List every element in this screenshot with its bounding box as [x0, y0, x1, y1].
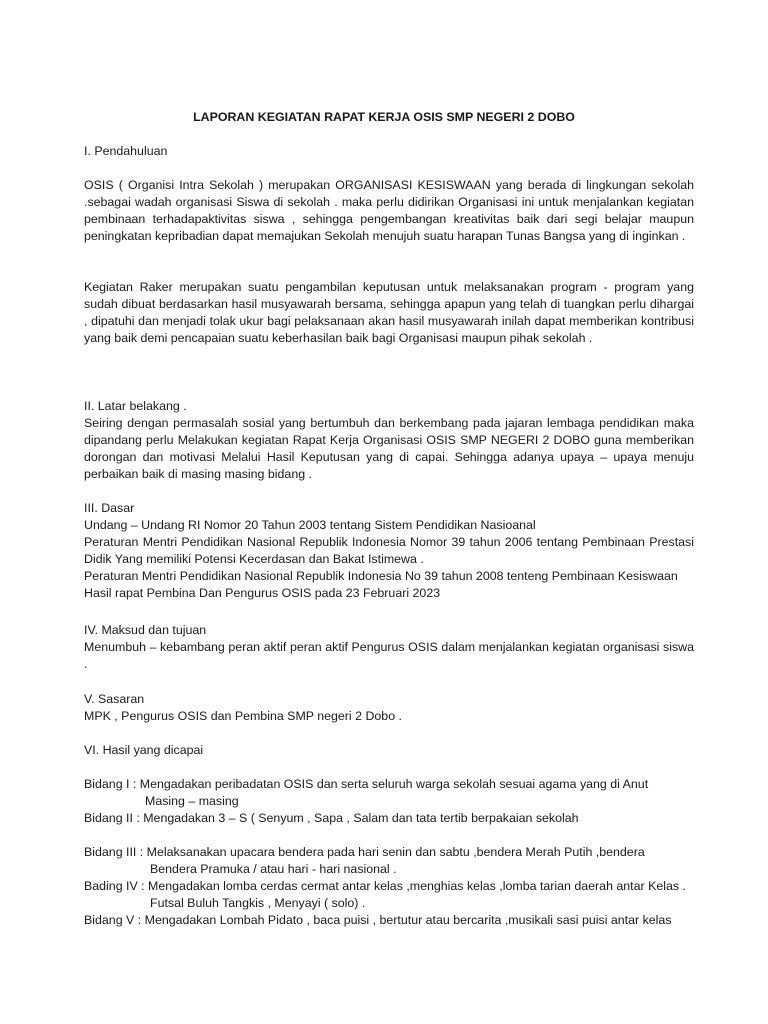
- dasar-list: [84, 517, 694, 602]
- bidang-5: [84, 912, 694, 929]
- bidang-line-continued: Futsal Buluh Tangkis , Menyayi ( solo) .: [150, 896, 366, 910]
- bidang-line: Bidang I : Mengadakan peribadatan OSIS dan serta seluruh warga sekolah sesuai agama yang di Anut: [84, 777, 649, 791]
- heading-latar-belakang: II. Latar belakang .: [84, 399, 187, 413]
- heading-hasil: VI. Hasil yang dicapai: [84, 743, 204, 757]
- paragraph-text: Seiring dengan permasalah sosial yang bertumbuh dan berkembang pada jajaran lembaga pendidikan maka dipandang perlu Melakukan kegiatan Rapat Kerja Organisasi OSIS SMP NEGERI 2 DOBO guna memberikan dorongan dan motivasi Melalui Hasil Keputusan yang di capai. Sehingga adanya upaya – upaya menuju perbaikan baik di masing masing bidang .: [84, 416, 694, 481]
- paragraph-text: OSIS ( Organisi Intra Sekolah ) merupakan ORGANISASI KESISWAAN yang berada di lingkungan sekolah .sebagai wadah organisasi Siswa di sekolah . maka perlu didirikan Organisasi ini untuk menjalankan kegiatan pembinaan terhadapaktivitas siswa , sehingga pengembangan kreativitas baik dari segi belajar maupun peningkatan kepribadian dapat memajukan Sekolah menujuh suatu harapan Tunas Bangsa yang di inginkan .: [84, 178, 694, 243]
- heading-maksud-tujuan: IV. Maksud dan tujuan: [84, 623, 207, 637]
- heading-dasar: III. Dasar: [84, 501, 135, 515]
- bidang-line-continued: Masing – masing: [145, 794, 239, 808]
- bidang-line: Bading IV : Mengadakan lomba cerdas cermat antar kelas ,menghias kelas ,lomba tarian daerah antar Kelas .: [84, 879, 686, 893]
- document-title: LAPORAN KEGIATAN RAPAT KERJA OSIS SMP NEGERI 2 DOBO: [193, 110, 575, 124]
- dasar-item: Peraturan Mentri Pendidikan Nasional Republik Indonesia No 39 tahun 2008 tenteng Pembinaan Kesiswaan: [84, 569, 678, 583]
- paragraph-raker: [84, 279, 694, 347]
- heading-sasaran: V. Sasaran: [84, 692, 145, 706]
- paragraph-maksud-tujuan: [84, 639, 694, 673]
- paragraph-text: Menumbuh – kebambang peran aktif peran aktif Pengurus OSIS dalam menjalankan kegiatan organisasi siswa .: [84, 640, 694, 671]
- bidang-2: [84, 810, 694, 827]
- bidang-1: [84, 776, 694, 810]
- bidang-line: Bidang V : Mengadakan Lombah Pidato , baca puisi , bertutur atau bercarita ,musikali sasi puisi antar kelas: [84, 913, 672, 927]
- paragraph-latar-belakang: [84, 415, 694, 483]
- bidang-4: [84, 878, 694, 912]
- bidang-line: Bidang III : Melaksanakan upacara bendera pada hari senin dan sabtu ,bendera Merah Putih ,bendera: [84, 845, 645, 859]
- dasar-item: Hasil rapat Pembina Dan Pengurus OSIS pada 23 Februari 2023: [84, 586, 441, 600]
- dasar-item: Peraturan Mentri Pendidikan Nasional Republik Indonesia Nomor 39 tahun 2006 tentang Pembinaan Prestasi Didik Yang memiliki Potensi Kecerdasan dan Bakat Istimewa .: [84, 535, 694, 566]
- bidang-3: [84, 844, 694, 878]
- paragraph-sasaran: MPK , Pengurus OSIS dan Pembina SMP negeri 2 Dobo .: [84, 709, 402, 723]
- paragraph-text: Kegiatan Raker merupakan suatu pengambilan keputusan untuk melaksanakan program - program yang sudah dibuat berdasarkan hasil musyawarah bersama, sehingga apapun yang telah di tuangkan perlu dihargai , dipatuhi dan menjadi tolak ukur bagi pelaksanaan akan hasil musyawarah inilah dapat memberikan kontribusi yang baik demi pencapaian suatu keberhasilan baik bagi Organisasi maupun pihak sekolah .: [84, 280, 694, 345]
- heading-pendahuluan: I. Pendahuluan: [84, 144, 168, 158]
- bidang-line: Bidang II : Mengadakan 3 – S ( Senyum , Sapa , Salam dan tata tertib berpakaian sekolah: [84, 811, 579, 825]
- bidang-line-continued: Bendera Pramuka / atau hari - hari nasional .: [150, 862, 397, 876]
- paragraph-osis: [84, 177, 694, 245]
- dasar-item: Undang – Undang RI Nomor 20 Tahun 2003 tentang Sistem Pendidikan Nasioanal: [84, 518, 536, 532]
